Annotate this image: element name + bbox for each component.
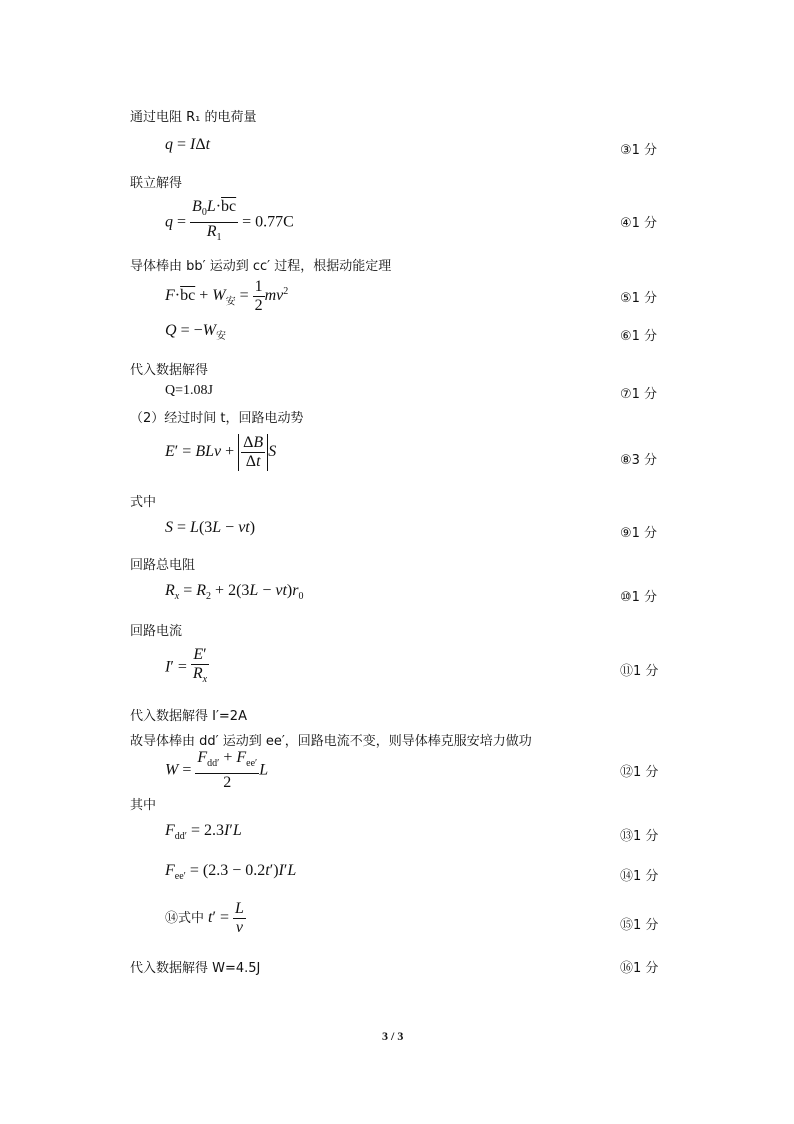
equation-work: W = $\frac{F_{dd'} + F_{ee'}}{2}$ L xyxy=(165,749,269,792)
text-line-work: 故导体棒由 dd′ 运动到 ee′，回路电流不变，则导体棒克服安培力做功 xyxy=(130,734,532,749)
text-line-where: 式中 xyxy=(130,495,157,510)
text-line-charge: 通过电阻 R₁ 的电荷量 xyxy=(130,110,257,125)
score-12: ⑫1 分 xyxy=(620,765,659,780)
equation-time: ⑭式中 t′ = $\frac{L}{v}$ xyxy=(165,900,244,936)
equation-q-value: q = $\frac{B_0L\cdot\overline{bc}}{R_1}$ = 0.77C xyxy=(165,198,294,244)
score-10: ⑩1 分 xyxy=(620,590,658,605)
equation-area: S = L(3L − vt) xyxy=(165,519,256,536)
text-line-substitute-1: 代入数据解得 xyxy=(130,363,209,378)
score-9: ⑨1 分 xyxy=(620,526,658,541)
score-6: ⑥1 分 xyxy=(620,329,658,344)
text-line-current: 回路电流 xyxy=(130,624,183,639)
score-3: ③1 分 xyxy=(620,143,658,158)
equation-emf: E′ = BLv + $\frac{\Delta B}{\Delta t}$ S xyxy=(165,434,277,470)
equation-resistance: $R_x = R_2 + 2(3L - vt)r_0$ xyxy=(165,582,304,603)
equation-force-ee: $F_{ee'} = (2.3 - 0.2t')I'L$ xyxy=(165,862,297,883)
equation-force-dd: $F_{dd'} = 2.3I'L$ xyxy=(165,822,242,843)
score-7: ⑦1 分 xyxy=(620,387,658,402)
score-4: ④1 分 xyxy=(620,216,658,231)
text-line-part2-emf: （2）经过时间 t，回路电动势 xyxy=(130,411,304,426)
text-line-combine: 联立解得 xyxy=(130,176,183,191)
equation-kinetic-energy: $F\cdot\overline{bc} + W_安$ = $\frac{1}{2}$ $mv^2$ xyxy=(165,278,289,314)
score-11: ⑪1 分 xyxy=(620,664,659,679)
text-line-substitute-3: 代入数据解得 W=4.5J xyxy=(130,961,261,976)
score-16: ⑯1 分 xyxy=(620,961,659,976)
score-8: ⑧3 分 xyxy=(620,453,658,468)
score-13: ⑬1 分 xyxy=(620,829,659,844)
score-5: ⑤1 分 xyxy=(620,291,658,306)
text-line-kinetic: 导体棒由 bb′ 运动到 cc′ 过程，根据动能定理 xyxy=(130,259,392,274)
page-number: 3 / 3 xyxy=(382,1029,404,1043)
text-line-substitute-2: 代入数据解得 I′=2A xyxy=(130,709,247,724)
equation-current: I′ = $\frac{E'}{R_x}$ xyxy=(165,646,208,686)
score-14: ⑭1 分 xyxy=(620,869,659,884)
text-line-among: 其中 xyxy=(130,798,157,813)
text-line-total-resistance: 回路总电阻 xyxy=(130,558,196,573)
equation-heat: $Q = -W_安$ xyxy=(165,322,226,343)
equation-q-it: q = IΔt xyxy=(165,136,211,153)
result-heat: Q=1.08J xyxy=(165,383,213,398)
score-15: ⑮1 分 xyxy=(620,918,659,933)
